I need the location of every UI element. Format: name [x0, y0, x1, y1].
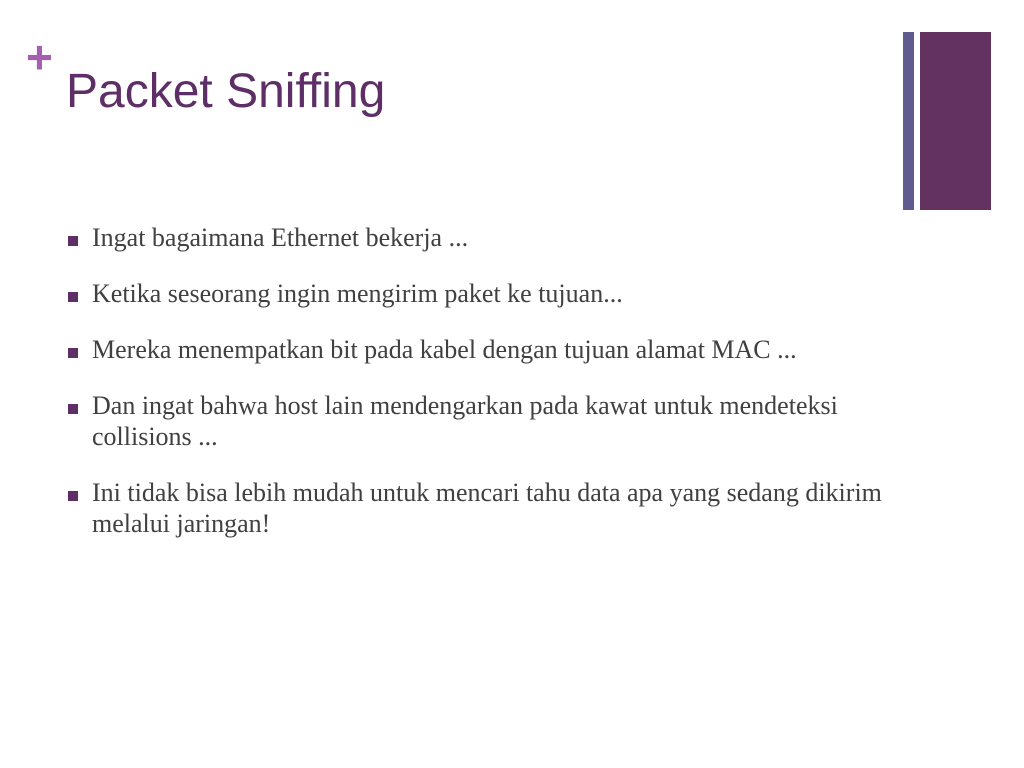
square-bullet-icon [68, 404, 78, 414]
bullet-text: Mereka menempatkan bit pada kabel dengan tujuan alamat MAC ... [92, 335, 797, 364]
bullet-list [68, 222, 898, 564]
square-bullet-icon [68, 292, 78, 302]
bullet-text: Dan ingat bahwa host lain mendengarkan pada kawat untuk mendeteksi collisions ... [92, 391, 838, 451]
decorative-bar-thin [903, 32, 914, 210]
bullet-text: Ketika seseorang ingin mengirim paket ke tujuan... [92, 279, 623, 308]
bullet-item [68, 334, 898, 365]
plus-icon: + [26, 31, 53, 83]
square-bullet-icon [68, 491, 78, 501]
square-bullet-icon [68, 236, 78, 246]
square-bullet-icon [68, 348, 78, 358]
bullet-item [68, 390, 898, 452]
bullet-item [68, 477, 898, 539]
decorative-bar-thick [920, 32, 991, 210]
bullet-item [68, 222, 898, 253]
bullet-text: Ingat bagaimana Ethernet bekerja ... [92, 223, 469, 252]
bullet-text: Ini tidak bisa lebih mudah untuk mencari tahu data apa yang sedang dikirim melalui jaringan! [92, 478, 882, 538]
bullet-item [68, 278, 898, 309]
slide-title: Packet Sniffing [66, 65, 386, 118]
